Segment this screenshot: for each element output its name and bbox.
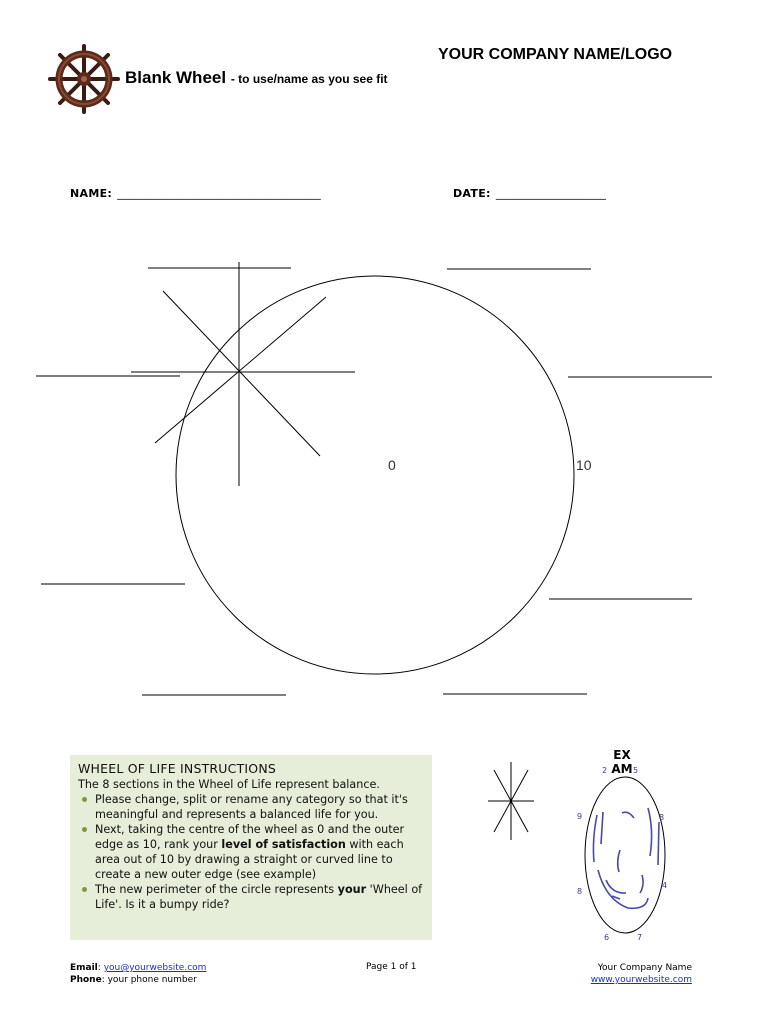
example-score: 7 bbox=[637, 933, 643, 942]
category-label-lines bbox=[36, 268, 712, 695]
instructions-box bbox=[70, 755, 432, 940]
example-score: 2 bbox=[602, 766, 608, 775]
bullet-1-text: Please change, split or rename any category so that it's meaningful and represents a balanced life for you. bbox=[95, 793, 408, 821]
example-score: 8 bbox=[659, 813, 665, 822]
footer-company bbox=[584, 962, 692, 986]
list-item bbox=[95, 792, 424, 822]
website-link[interactable]: www.yourwebsite.com bbox=[590, 975, 692, 985]
date-field[interactable] bbox=[453, 182, 606, 201]
spokes-star bbox=[131, 262, 355, 486]
example-wheel bbox=[585, 777, 668, 933]
list-item bbox=[95, 822, 424, 882]
instructions-heading: WHEEL OF LIFE INSTRUCTIONS bbox=[78, 761, 277, 776]
wheel-center-label: 0 bbox=[388, 457, 396, 473]
phone-label: Phone bbox=[70, 975, 102, 985]
email-label: Email bbox=[70, 963, 98, 973]
example-title-line1: EX bbox=[613, 748, 631, 762]
example-star bbox=[488, 762, 534, 840]
example-satisfaction-line bbox=[593, 808, 659, 908]
wheel-circle bbox=[176, 276, 574, 674]
page-title bbox=[125, 68, 388, 88]
instructions-intro: The 8 sections in the Wheel of Life represent balance. bbox=[78, 778, 380, 791]
title-subtitle: - to use/name as you see fit bbox=[230, 72, 388, 86]
ship-wheel-icon bbox=[46, 44, 122, 114]
bullet-3-text: The new perimeter of the circle represents bbox=[95, 883, 338, 896]
bullet-3-bold: your bbox=[337, 883, 367, 896]
bullet-3-end: 'Wheel of Life'. Is it a bumpy ride? bbox=[95, 883, 423, 911]
date-label: DATE: bbox=[453, 187, 491, 200]
name-label: NAME: bbox=[70, 187, 113, 200]
phone-number: your phone number bbox=[107, 975, 197, 985]
example-score: 8 bbox=[577, 887, 583, 896]
company-name-logo: YOUR COMPANY NAME/LOGO bbox=[438, 46, 673, 63]
example-score: 9 bbox=[577, 812, 583, 821]
bullet-2-bold: level of satisfaction bbox=[221, 838, 346, 851]
example-score: 5 bbox=[633, 766, 639, 775]
bullet-2-end: with each area out of 10 by drawing a straight or curved line to create a new outer edge (see example) bbox=[95, 838, 404, 881]
name-line[interactable]: _____________________________________ bbox=[117, 187, 321, 200]
email-link[interactable]: you@yourwebsite.com bbox=[103, 963, 207, 973]
list-item bbox=[95, 882, 424, 912]
example-score: 6 bbox=[604, 933, 610, 942]
instructions-list bbox=[78, 792, 424, 912]
footer-company-name: Your Company Name bbox=[597, 963, 692, 973]
wheel-edge-label: 10 bbox=[576, 457, 592, 473]
name-field[interactable] bbox=[70, 182, 321, 201]
example-score: 4 bbox=[662, 881, 668, 890]
bullet-2-text: Next, taking the centre of the wheel as 0 and the outer edge as 10, rank your bbox=[95, 823, 405, 851]
date-line[interactable]: ____________________ bbox=[495, 187, 606, 200]
footer-contact: Email: you@yourwebsite.com Phone: your phone number bbox=[70, 963, 207, 985]
page-number: Page 1 of 1 bbox=[366, 962, 417, 972]
example-title-line2: AM bbox=[611, 762, 633, 776]
title-text: Blank Wheel bbox=[125, 68, 227, 87]
